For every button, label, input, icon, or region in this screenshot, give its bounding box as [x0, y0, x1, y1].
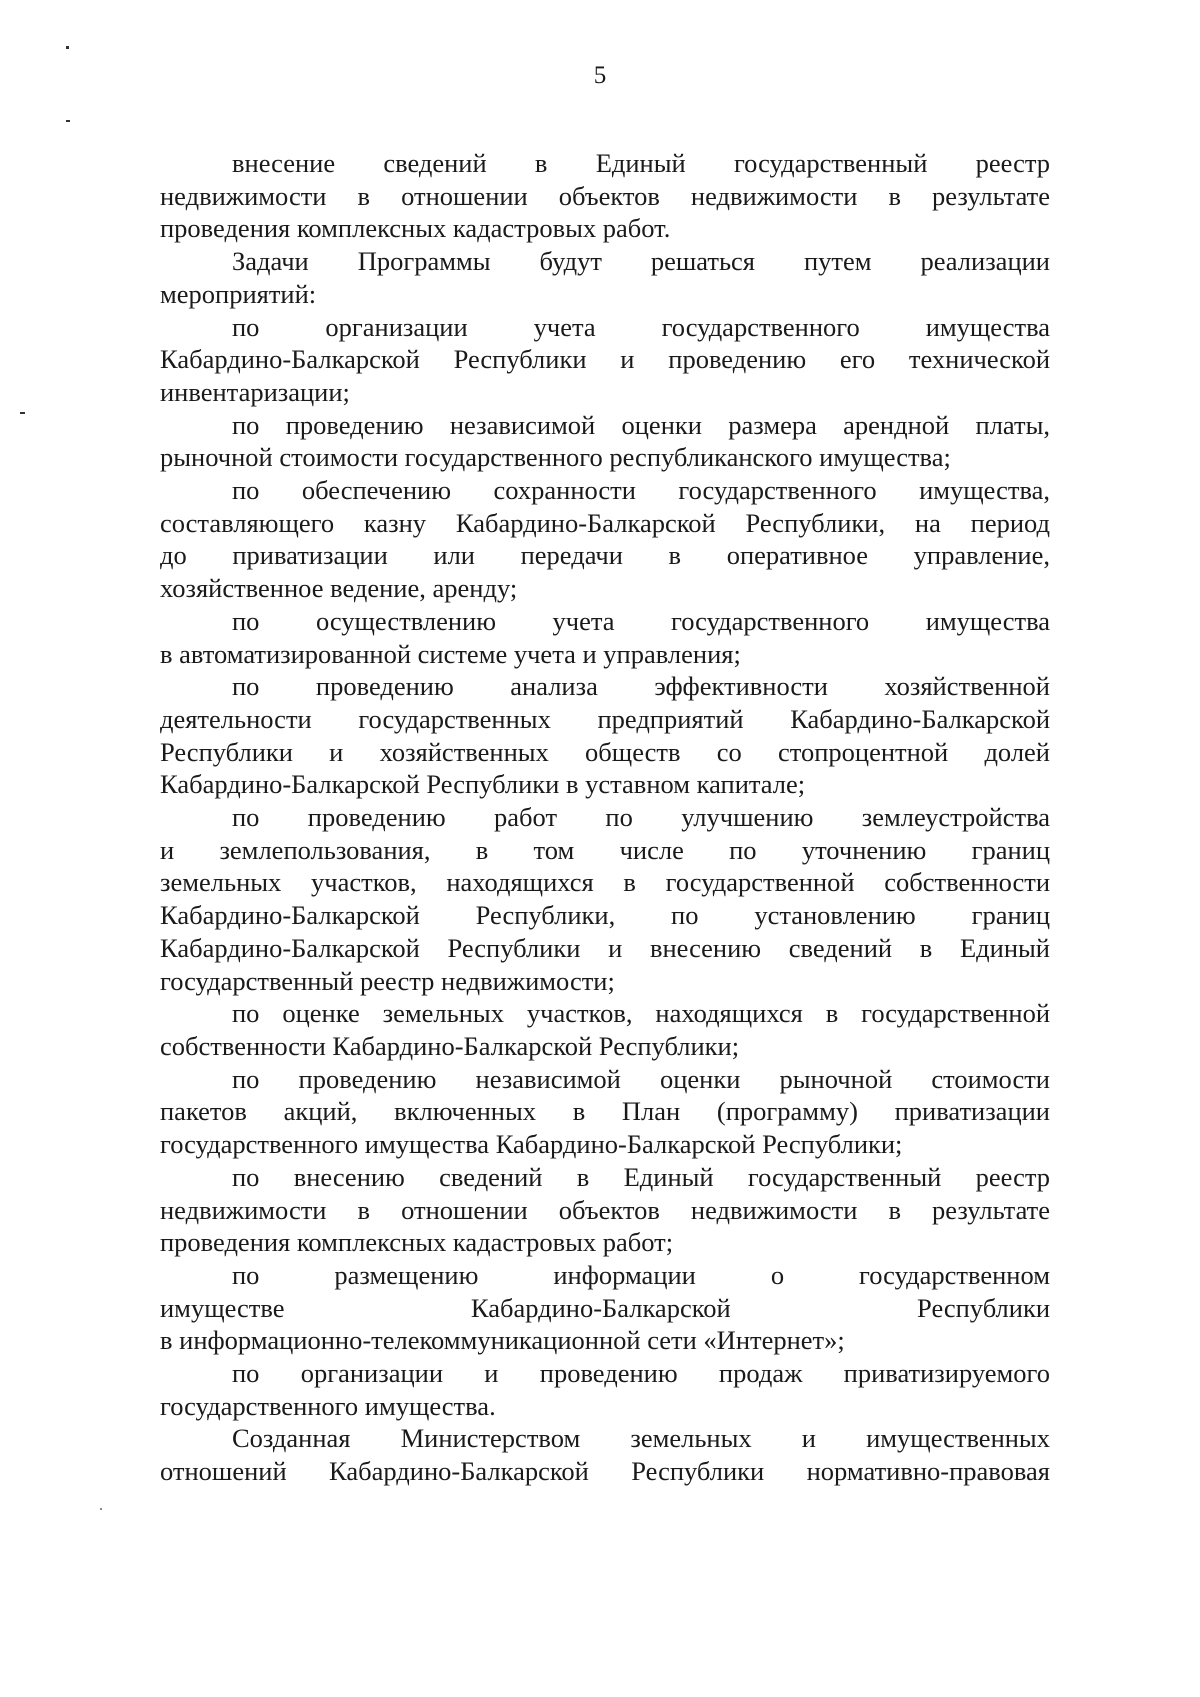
paragraph-line: и землепользования, в том числе по уточнению границ	[160, 834, 1050, 865]
paragraph-line: рыночной стоимости государственного республиканского имущества;	[160, 442, 951, 473]
paragraph-line: пакетов акций, включенных в План (программу) приватизации	[160, 1096, 1050, 1127]
paragraph-line: государственного имущества.	[160, 1390, 496, 1421]
paragraph-line: Кабардино-Балкарской Республики в уставном капитале;	[160, 769, 806, 800]
paragraph-first-line: по внесению сведений в Единый государственный реестр	[232, 1161, 1050, 1192]
paragraph-line: отношений Кабардино-Балкарской Республики нормативно-правовая	[160, 1456, 1050, 1487]
paragraph-line: хозяйственное ведение, аренду;	[160, 573, 518, 604]
document-body	[160, 147, 1050, 1488]
paragraph-line: до приватизации или передачи в оперативное управление,	[160, 540, 1050, 571]
paragraph-line: имуществе Кабардино-Балкарской Республики	[160, 1292, 1050, 1323]
paragraph-line: недвижимости в отношении объектов недвижимости в результате	[160, 180, 1050, 211]
paragraph-first-line: по организации и проведению продаж приватизируемого	[232, 1358, 1050, 1389]
paragraph-first-line: по проведению анализа эффективности хозяйственной	[232, 671, 1050, 702]
paragraph-line: государственный реестр недвижимости;	[160, 965, 615, 996]
paragraph-line: Республики и хозяйственных обществ со стопроцентной долей	[160, 736, 1050, 767]
paragraph-first-line: по проведению независимой оценки рыночной стоимости	[232, 1063, 1050, 1094]
paragraph-line: мероприятий:	[160, 278, 317, 309]
paragraph-line: Кабардино-Балкарской Республики и внесению сведений в Единый	[160, 932, 1050, 963]
paragraph-line: земельных участков, находящихся в государственной собственности	[160, 867, 1050, 898]
paragraph-first-line: по организации учета государственного имущества	[232, 311, 1050, 342]
paragraph-first-line: по проведению работ по улучшению землеустройства	[232, 802, 1050, 833]
paragraph-line: в автоматизированной системе учета и управления;	[160, 638, 741, 669]
scan-speck	[100, 1508, 102, 1510]
scan-speck	[66, 46, 69, 49]
page-number: 5	[593, 62, 607, 89]
paragraph-line: проведения комплексных кадастровых работ;	[160, 1227, 674, 1258]
paragraph-line: деятельности государственных предприятий Кабардино-Балкарской	[160, 703, 1050, 734]
paragraph-first-line: Задачи Программы будут решаться путем реализации	[232, 246, 1050, 277]
paragraph-line: Кабардино-Балкарской Республики и проведению его технической	[160, 344, 1050, 375]
paragraph-line: проведения комплексных кадастровых работ.	[160, 213, 671, 244]
paragraph-first-line: Созданная Министерством земельных и имущественных	[232, 1423, 1050, 1454]
paragraph-line: собственности Кабардино-Балкарской Республики;	[160, 1030, 740, 1061]
paragraph-line: недвижимости в отношении объектов недвижимости в результате	[160, 1194, 1050, 1225]
paragraph-first-line: по размещению информации о государственном	[232, 1259, 1050, 1290]
paragraph-line: в информационно-телекоммуникационной сети «Интернет»;	[160, 1325, 845, 1356]
paragraph-first-line: по проведению независимой оценки размера арендной платы,	[232, 409, 1050, 440]
paragraph-first-line: внесение сведений в Единый государственный реестр	[232, 148, 1050, 178]
paragraph-first-line: по оценке земельных участков, находящихся в государственной	[232, 998, 1050, 1029]
scan-speck	[66, 120, 70, 122]
paragraph-first-line: по осуществлению учета государственного имущества	[232, 605, 1050, 636]
paragraph-line: инвентаризации;	[160, 376, 350, 407]
paragraph-line: Кабардино-Балкарской Республики, по установлению границ	[160, 900, 1050, 931]
paragraph-line: государственного имущества Кабардино-Балкарской Республики;	[160, 1129, 903, 1160]
paragraph-line: составляющего казну Кабардино-Балкарской Республики, на период	[160, 507, 1050, 538]
scan-speck	[20, 412, 25, 414]
paragraph-first-line: по обеспечению сохранности государственного имущества,	[232, 475, 1050, 506]
